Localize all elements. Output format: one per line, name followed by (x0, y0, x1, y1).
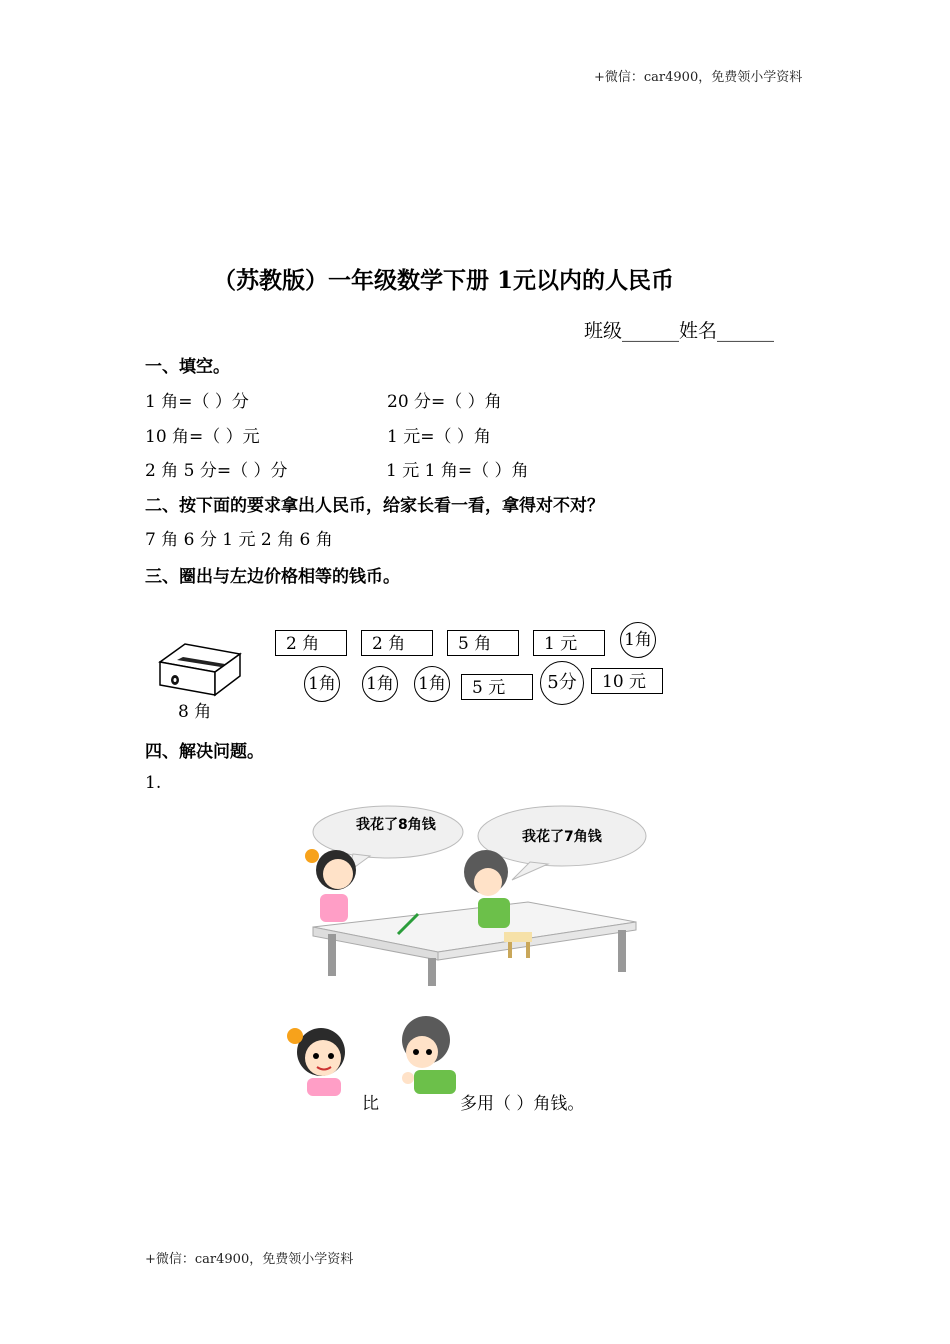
fill-row-1-right: 20 分=（ ）角 (387, 392, 502, 412)
section2-amounts: 7 角 6 分 1 元 2 角 6 角 (145, 530, 333, 550)
banknote-5yuan: 5 元 (461, 674, 533, 700)
banknote-2jiao: 2 角 (275, 630, 347, 656)
boy-figure (396, 1012, 462, 1094)
banknote-2jiao: 2 角 (361, 630, 433, 656)
compare-bi-text: 比 (362, 1094, 379, 1114)
page-title: （苏教版）一年级数学下册 1元以内的人民币 (213, 267, 675, 294)
coin-1jiao: 1角 (362, 666, 398, 702)
item-price: 8 角 (178, 702, 212, 722)
section4-heading: 四、解决问题。 (145, 742, 264, 762)
speech-bubble-girl: 我花了8角钱 (356, 817, 436, 833)
coin-1jiao: 1角 (304, 666, 340, 702)
coin-5fen: 5分 (540, 661, 584, 705)
section1-heading: 一、填空。 (145, 357, 230, 377)
watermark-top: +微信：car4900，免费领小学资料 (594, 70, 803, 85)
section2-heading: 二、按下面的要求拿出人民币，给家长看一看，拿得对不对？ (145, 496, 604, 516)
compare-sentence: 多用（ ）角钱。 (460, 1094, 585, 1114)
coin-1jiao: 1角 (414, 666, 450, 702)
coin-1jiao: 1角 (620, 622, 656, 658)
fill-row-2-left: 10 角=（ ）元 (145, 427, 260, 447)
watermark-bottom: +微信：car4900，免费领小学资料 (145, 1252, 354, 1267)
banknote-10yuan: 10 元 (591, 668, 663, 694)
pencil-sharpener-icon (155, 640, 245, 700)
girl-figure (285, 1022, 355, 1097)
banknote-1yuan: 1 元 (533, 630, 605, 656)
question-1-label: 1. (145, 773, 162, 793)
speech-bubble-boy: 我花了7角钱 (522, 829, 602, 845)
class-name-line: 班级______姓名______ (584, 320, 775, 342)
fill-row-1-left: 1 角=（ ）分 (145, 392, 249, 412)
section3-heading: 三、圈出与左边价格相等的钱币。 (145, 567, 400, 587)
banknote-5jiao: 5 角 (447, 630, 519, 656)
fill-row-3-right: 1 元 1 角=（ ）角 (386, 461, 529, 481)
fill-row-2-right: 1 元=（ ）角 (387, 427, 491, 447)
fill-row-3-left: 2 角 5 分=（ ）分 (145, 461, 288, 481)
